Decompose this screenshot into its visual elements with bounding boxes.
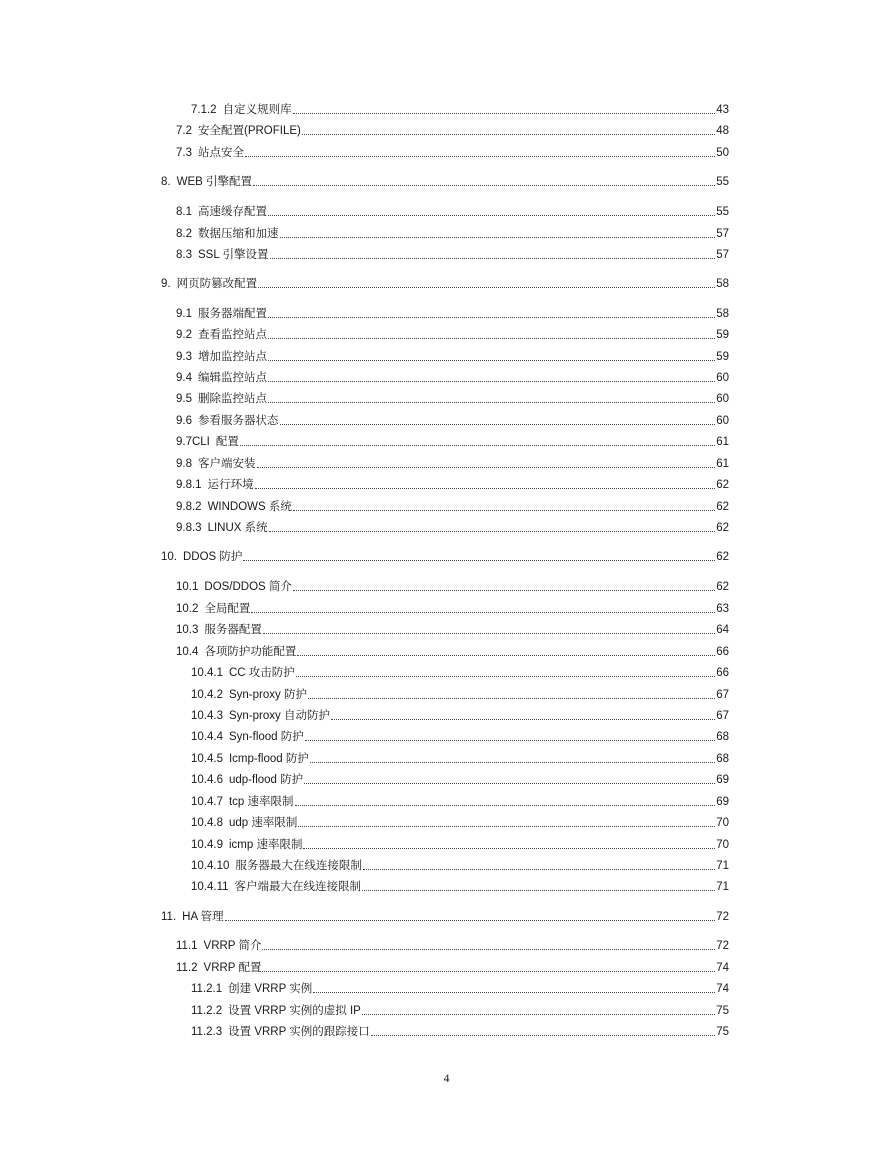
toc-dot-leader — [362, 890, 715, 891]
toc-entry-title: 各项防护功能配置 — [204, 646, 297, 658]
toc-entry-number: 7.2 — [176, 125, 192, 137]
toc-entry-page: 57 — [716, 249, 729, 261]
toc-dot-leader — [268, 338, 715, 339]
toc-entry-number: 10.3 — [176, 624, 199, 636]
toc-dot-leader — [258, 287, 715, 288]
toc-entry[interactable] — [191, 878, 729, 894]
toc-entry-number: 9.8.1 — [176, 479, 202, 491]
toc-dot-leader — [225, 920, 716, 921]
toc-entry-page: 67 — [716, 689, 729, 701]
toc-entry[interactable] — [191, 686, 729, 702]
toc-entry-page: 70 — [716, 817, 729, 829]
toc-entry-title: 数据压缩和加速 — [198, 228, 279, 240]
toc-entry[interactable] — [176, 937, 729, 953]
toc-entry-number: 9. — [161, 278, 171, 290]
toc-dot-leader — [331, 719, 715, 720]
toc-entry-title: VRRP 简介 — [203, 940, 262, 952]
toc-entry-page: 62 — [716, 501, 729, 513]
toc-entry-page: 71 — [716, 860, 729, 872]
toc-dot-leader — [303, 848, 715, 849]
toc-entry-title: 全局配置 — [204, 603, 251, 615]
toc-entry-number: 10.1 — [176, 581, 199, 593]
toc-entry-page: 62 — [716, 581, 729, 593]
toc-entry-page: 61 — [716, 436, 729, 448]
toc-dot-leader — [240, 445, 715, 446]
toc-entry-page: 57 — [716, 228, 729, 240]
toc-entry-number: 10.4.5 — [191, 753, 223, 765]
toc-entry-page: 75 — [716, 1026, 729, 1038]
toc-entry-title: HA 管理 — [182, 911, 224, 923]
toc-entry[interactable] — [176, 455, 729, 471]
toc-entry[interactable] — [176, 412, 729, 428]
toc-entry-title: 增加监控站点 — [198, 351, 267, 363]
toc-entry[interactable] — [191, 664, 729, 680]
toc-entry-page: 66 — [716, 667, 729, 679]
toc-entry-title: 自定义规则库 — [222, 104, 292, 116]
toc-entry[interactable] — [161, 275, 729, 291]
toc-entry-page: 67 — [716, 710, 729, 722]
toc-dot-leader — [268, 360, 715, 361]
toc-dot-leader — [263, 633, 715, 634]
toc-entry-number: 10.4.9 — [191, 839, 223, 851]
toc-entry[interactable] — [176, 348, 729, 364]
toc-entry[interactable] — [176, 498, 729, 514]
toc-entry-page: 60 — [716, 372, 729, 384]
toc-entry-page: 64 — [716, 624, 729, 636]
toc-entry-title: WEB 引擎配置 — [176, 176, 252, 188]
toc-entry-title: Syn-proxy 自动防护 — [228, 710, 330, 722]
page-number: 4 — [443, 1071, 450, 1085]
toc-entry-number: 8. — [161, 176, 171, 188]
toc-entry-title: 编辑监控站点 — [198, 372, 267, 384]
toc-entry-number: 9.8 — [176, 458, 192, 470]
toc-entry-number: 11.2.1 — [191, 983, 223, 995]
toc-entry-page: 59 — [716, 329, 729, 341]
toc-entry[interactable] — [191, 707, 729, 723]
toc-entry-number: 9.2 — [176, 329, 192, 341]
toc-entry-number: 10.4.2 — [191, 689, 223, 701]
toc-dot-leader — [280, 237, 716, 238]
toc-dot-leader — [293, 510, 715, 511]
toc-entry-number: 10.4.1 — [191, 667, 223, 679]
toc-dot-leader — [293, 113, 716, 114]
toc-entry-page: 69 — [716, 796, 729, 808]
toc-entry-title: tcp 速率限制 — [228, 796, 294, 808]
toc-entry[interactable] — [191, 980, 729, 996]
toc-entry[interactable] — [161, 173, 729, 189]
toc-entry-number: 11.2.2 — [191, 1005, 223, 1017]
toc-entry-number: 10.4.4 — [191, 731, 223, 743]
toc-dot-leader — [251, 612, 715, 613]
toc-entry[interactable] — [176, 959, 729, 975]
toc-entry-page: 62 — [716, 522, 729, 534]
toc-entry-number: 9.3 — [176, 351, 192, 363]
toc-entry[interactable] — [161, 548, 729, 564]
toc-dot-leader — [269, 531, 716, 532]
toc-entry-title: 删除监控站点 — [198, 393, 267, 405]
toc-dot-leader — [295, 805, 716, 806]
toc-entry-page: 74 — [716, 962, 729, 974]
toc-dot-leader — [313, 992, 715, 993]
toc-entry[interactable] — [176, 369, 729, 385]
toc-entry[interactable] — [176, 326, 729, 342]
toc-entry-title: 客户端最大在线连接限制 — [234, 881, 362, 893]
toc-entry-title: 创建 VRRP 实例 — [228, 983, 313, 995]
toc-entry-title: Syn-proxy 防护 — [228, 689, 307, 701]
toc-entry-title: 配置 — [215, 436, 239, 448]
toc-entry-title: 设置 VRRP 实例的跟踪接口 — [228, 1026, 370, 1038]
toc-entry-number: 9.7CLI — [176, 436, 210, 448]
toc-entry-page: 60 — [716, 415, 729, 427]
toc-dot-leader — [304, 783, 715, 784]
toc-dot-leader — [253, 185, 715, 186]
toc-entry-number: 10.4 — [176, 646, 199, 658]
toc-entry-title: Syn-flood 防护 — [228, 731, 304, 743]
toc-entry-page: 66 — [716, 646, 729, 658]
toc-entry-title: VRRP 配置 — [203, 962, 262, 974]
toc-entry-page: 70 — [716, 839, 729, 851]
toc-entry-page: 55 — [716, 176, 729, 188]
toc-entry-page: 69 — [716, 774, 729, 786]
toc-entry-title: SSL 引擎设置 — [198, 249, 269, 261]
toc-entry-number: 11.2 — [176, 962, 198, 974]
toc-entry-page: 60 — [716, 393, 729, 405]
toc-entry-title: 站点安全 — [198, 147, 244, 159]
toc-entry-number: 11.1 — [176, 940, 198, 952]
toc-entry[interactable] — [191, 814, 729, 830]
toc-entry-number: 10.4.8 — [191, 817, 223, 829]
toc-entry-page: 72 — [716, 911, 729, 923]
toc-entry[interactable] — [191, 857, 729, 873]
toc-entry[interactable] — [176, 390, 729, 406]
toc-entry-page: 63 — [716, 603, 729, 615]
toc-entry-title: icmp 速率限制 — [228, 839, 303, 851]
toc-entry[interactable] — [176, 433, 729, 449]
toc-dot-leader — [296, 676, 715, 677]
toc-dot-leader — [362, 1014, 715, 1015]
toc-entry[interactable] — [191, 101, 729, 117]
toc-entry-page: 74 — [716, 983, 729, 995]
toc-dot-leader — [270, 258, 716, 259]
toc-entry-number: 9.5 — [176, 393, 192, 405]
toc-entry-number: 9.8.2 — [176, 501, 202, 513]
toc-entry-title: 服务器最大在线连接限制 — [235, 860, 362, 872]
toc-entry-number: 10.4.7 — [191, 796, 223, 808]
toc-dot-leader — [257, 467, 716, 468]
toc-entry-number: 10.2 — [176, 603, 199, 615]
toc-entry-title: DDOS 防护 — [183, 551, 243, 563]
toc-entry-page: 50 — [716, 147, 729, 159]
toc-dot-leader — [310, 762, 715, 763]
toc-dot-leader — [280, 424, 716, 425]
toc-dot-leader — [243, 560, 715, 561]
toc-dot-leader — [268, 215, 715, 216]
toc-entry-title: 服务器配置 — [204, 624, 262, 636]
toc-entry-title: udp-flood 防护 — [228, 774, 304, 786]
toc-entry-number: 8.1 — [176, 206, 192, 218]
toc-entry[interactable] — [176, 225, 729, 241]
toc-entry[interactable] — [161, 908, 729, 924]
toc-dot-leader — [262, 971, 715, 972]
toc-dot-leader — [268, 317, 715, 318]
toc-entry[interactable] — [191, 1023, 729, 1039]
toc-entry-title: LINUX 系统 — [207, 522, 268, 534]
toc-entry[interactable] — [191, 771, 729, 787]
toc-entry-page: 61 — [716, 458, 729, 470]
toc-entry-page: 72 — [716, 940, 729, 952]
toc-entry-title: 安全配置(PROFILE) — [198, 125, 301, 137]
toc-entry-title: 参看服务器状态 — [198, 415, 279, 427]
toc-entry[interactable] — [191, 728, 729, 744]
toc-entry[interactable] — [191, 750, 729, 766]
toc-entry[interactable] — [191, 1002, 729, 1018]
toc-dot-leader — [297, 655, 715, 656]
toc-entry-page: 59 — [716, 351, 729, 363]
toc-entry-number: 10.4.3 — [191, 710, 223, 722]
toc-entry-page: 62 — [716, 479, 729, 491]
toc-entry-title: CC 攻击防护 — [228, 667, 295, 679]
toc-entry[interactable] — [176, 246, 729, 262]
toc-entry[interactable] — [176, 144, 729, 160]
toc-entry-number: 11. — [161, 911, 177, 923]
toc-entry-title: Icmp-flood 防护 — [228, 753, 309, 765]
toc-entry-title: WINDOWS 系统 — [207, 501, 292, 513]
toc-entry[interactable] — [176, 203, 729, 219]
toc-dot-leader — [245, 156, 715, 157]
toc-entry-number: 10. — [161, 551, 177, 563]
toc-entry-page: 48 — [716, 125, 729, 137]
toc-entry-number: 9.4 — [176, 372, 192, 384]
toc-entry[interactable] — [176, 600, 729, 616]
toc-entry-title: 设置 VRRP 实例的虚拟 IP — [228, 1005, 361, 1017]
toc-entry-title: 客户端安装 — [198, 458, 256, 470]
toc-entry-number: 10.4.10 — [191, 860, 230, 872]
toc-entry-number: 9.6 — [176, 415, 192, 427]
toc-entry[interactable] — [176, 578, 729, 594]
toc-entry[interactable] — [191, 836, 729, 852]
toc-entry-page: 43 — [716, 104, 729, 116]
toc-entry[interactable] — [176, 305, 729, 321]
toc-dot-leader — [298, 826, 715, 827]
toc-entry-page: 71 — [716, 881, 729, 893]
toc-entry-page: 58 — [716, 278, 729, 290]
toc-entry-page: 68 — [716, 731, 729, 743]
toc-entry-page: 58 — [716, 308, 729, 320]
toc-dot-leader — [268, 402, 715, 403]
toc-dot-leader — [302, 134, 715, 135]
toc-entry-number: 7.3 — [176, 147, 192, 159]
toc-entry-page: 62 — [716, 551, 729, 563]
toc-entry[interactable] — [176, 643, 729, 659]
toc-dot-leader — [371, 1035, 715, 1036]
toc-dot-leader — [305, 740, 715, 741]
toc-entry-page: 55 — [716, 206, 729, 218]
toc-entry-title: 高速缓存配置 — [198, 206, 267, 218]
toc-entry-number: 9.8.3 — [176, 522, 202, 534]
toc-entry[interactable] — [176, 519, 729, 535]
toc-dot-leader — [308, 698, 715, 699]
toc-entry-page: 68 — [716, 753, 729, 765]
toc-dot-leader — [262, 949, 715, 950]
toc-entry-number: 7.1.2 — [191, 104, 217, 116]
toc-entry[interactable] — [176, 122, 729, 138]
toc-entry-title: 服务器端配置 — [198, 308, 267, 320]
toc-entry-title: DOS/DDOS 简介 — [204, 581, 292, 593]
toc-entry-title: 查看监控站点 — [198, 329, 267, 341]
toc-entry-number: 10.4.11 — [191, 881, 229, 893]
toc-entry-number: 8.3 — [176, 249, 192, 261]
toc-entry-number: 8.2 — [176, 228, 192, 240]
toc-dot-leader — [363, 869, 715, 870]
toc-dot-leader — [268, 381, 715, 382]
toc-entry-number: 10.4.6 — [191, 774, 223, 786]
toc-entry-number: 11.2.3 — [191, 1026, 223, 1038]
toc-entry-number: 9.1 — [176, 308, 192, 320]
toc-dot-leader — [255, 488, 716, 489]
toc-entry-title: udp 速率限制 — [228, 817, 298, 829]
toc-entry-title: 网页防篡改配置 — [176, 278, 258, 290]
toc-entry[interactable] — [176, 621, 729, 637]
toc-dot-leader — [293, 590, 715, 591]
toc-entry[interactable] — [191, 793, 729, 809]
toc-entry-title: 运行环境 — [207, 479, 254, 491]
toc-entry[interactable] — [176, 476, 729, 492]
toc-entry-page: 75 — [716, 1005, 729, 1017]
